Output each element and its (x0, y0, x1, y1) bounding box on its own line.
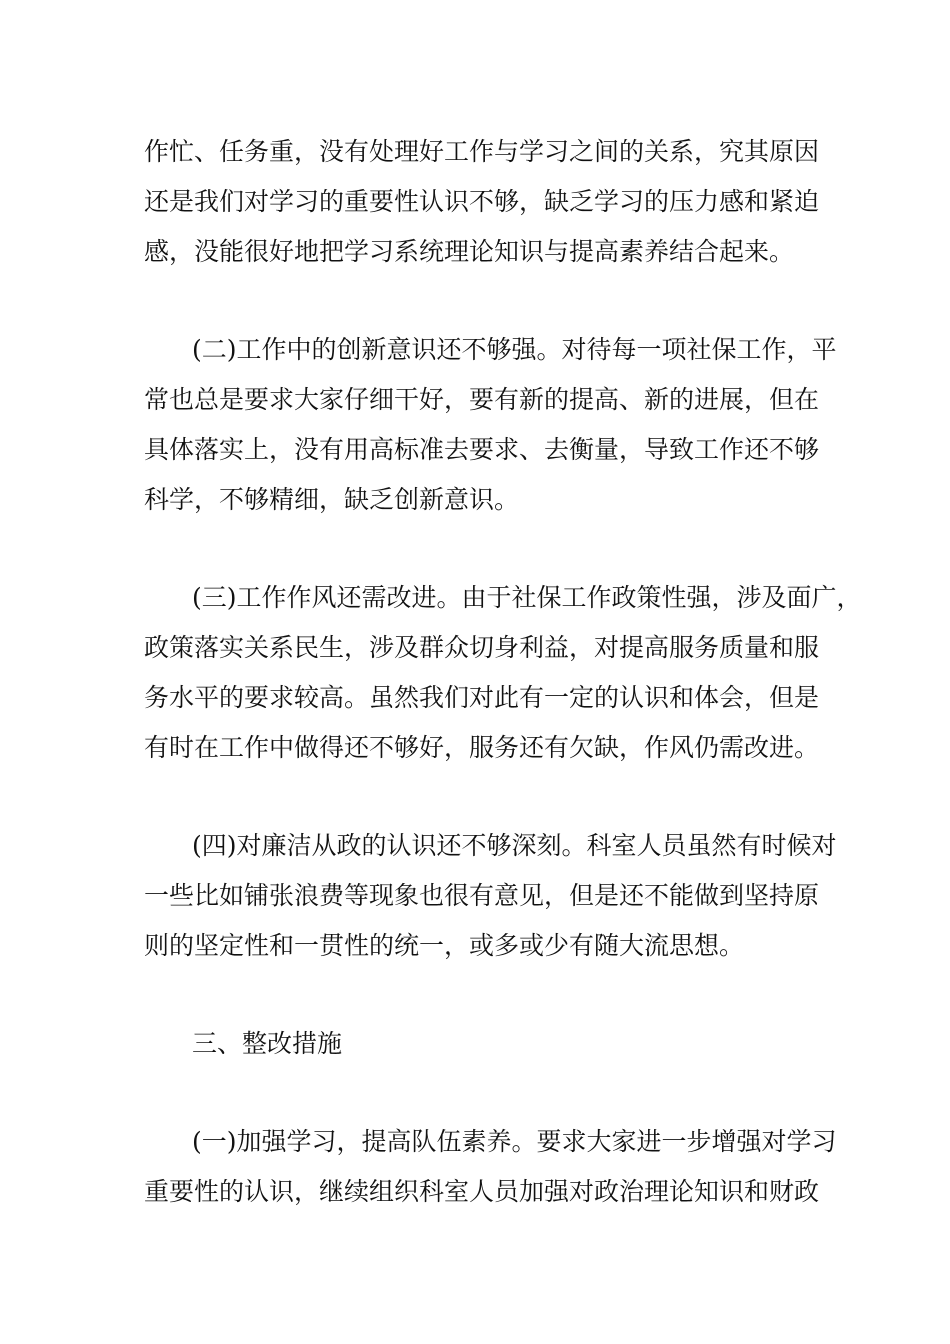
paragraph-heading-line: (三)工作作风还需改进。由于社保工作政策性强，涉及面广， (192, 583, 862, 612)
paragraph-heading-line: (四)对廉洁从政的认识还不够深刻。科室人员虽然有时候对 (192, 831, 837, 860)
paragraph-heading-line: (二)工作中的创新意识还不够强。对待每一项社保工作，平 (192, 335, 837, 364)
text-line: 务水平的要求较高。虽然我们对此有一定的认识和体会，但是 (144, 683, 820, 712)
text-line: 具体落实上，没有用高标准去要求、去衡量，导致工作还不够 (144, 435, 820, 464)
text-line: 科学，不够精细，缺乏创新意识。 (144, 485, 520, 514)
text-line: 重要性的认识，继续组织科室人员加强对政治理论知识和财政 (144, 1177, 820, 1206)
text-line: 有时在工作中做得还不够好，服务还有欠缺，作风仍需改进。 (144, 733, 820, 762)
paragraph-heading-line: (一)加强学习，提高队伍素养。要求大家进一步增强对学习 (192, 1127, 837, 1156)
text-line: 常也总是要求大家仔细干好，要有新的提高、新的进展，但在 (144, 385, 820, 414)
text-line: 还是我们对学习的重要性认识不够，缺乏学习的压力感和紧迫 (144, 187, 820, 216)
text-line: 则的坚定性和一贯性的统一，或多或少有随大流思想。 (144, 931, 745, 960)
text-line: 一些比如铺张浪费等现象也很有意见，但是还不能做到坚持原 (144, 881, 820, 910)
text-line: 作忙、任务重，没有处理好工作与学习之间的关系，究其原因 (144, 137, 820, 166)
text-line: 政策落实关系民生，涉及群众切身利益，对提高服务质量和服 (144, 633, 820, 662)
section-heading: 三、整改措施 (192, 1029, 343, 1058)
text-line: 感，没能很好地把学习系统理论知识与提高素养结合起来。 (144, 237, 795, 266)
